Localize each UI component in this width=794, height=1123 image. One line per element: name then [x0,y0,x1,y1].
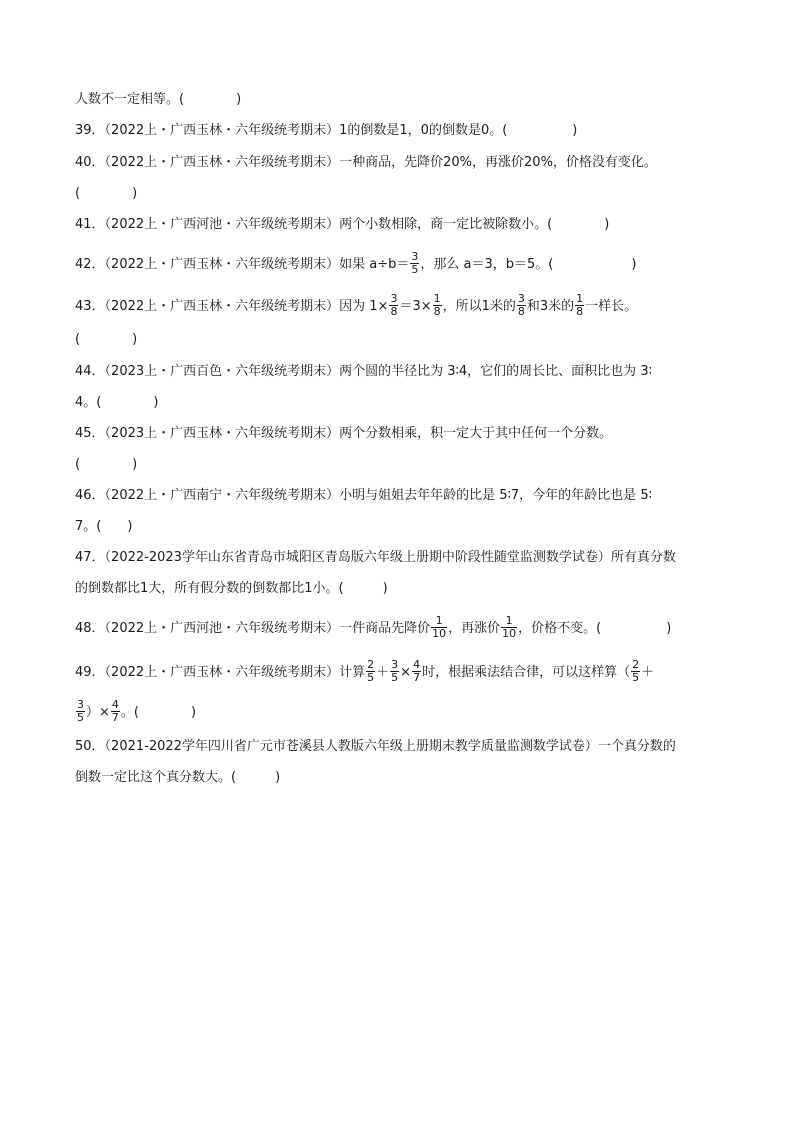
question-47 [75,548,724,568]
fraction-3-5 [76,699,85,724]
fraction-1-10 [431,615,447,640]
question-40-answer-line [75,184,724,204]
denominator: 8 [433,305,441,318]
denominator: 5 [77,711,84,724]
denominator: 10 [502,627,517,640]
question-text: 时，根据乘法结合律，可以这样算（ [422,665,631,680]
question-45 [75,424,724,444]
numerator: 3 [391,658,399,671]
question-text: 7。( ) [75,519,133,534]
question-text: 45．（2023上・广西玉林・六年级统考期末）两个分数相乘，积一定大于其中任何一个分数。 [75,426,613,441]
question-text: ＋ [376,665,390,680]
denominator: 5 [632,671,640,684]
denominator: 10 [432,627,447,640]
fraction-3-5 [390,659,399,684]
question-50-continued [75,768,724,788]
numerator: 1 [433,292,441,305]
fraction-3-5 [410,251,419,276]
answer-bracket: ( ) [75,332,138,347]
fraction-1-8 [433,293,442,318]
question-text: 47．（2022-2023学年山东省青岛市城阳区青岛版六年级上册期中阶段性随堂监测数学试卷）所有真分数 [75,550,676,565]
question-48 [75,616,724,641]
fraction-1-8 [575,293,584,318]
fraction-4-7 [111,699,120,724]
fraction-2-5 [631,659,640,684]
fraction-3-8 [389,293,398,318]
numerator: 4 [111,698,119,711]
question-50 [75,737,724,757]
question-47-continued [75,579,724,599]
question-text: 49．（2022上・广西玉林・六年级统考期末）计算 [75,665,366,680]
numerator: 2 [632,658,640,671]
fraction-1-10 [501,615,517,640]
denominator: 5 [391,671,399,684]
question-text: ＋ [641,665,655,680]
question-39 [75,121,724,141]
question-text: 4。( ) [75,395,159,410]
question-text: 40．（2022上・广西玉林・六年级统考期末）一种商品，先降价20%，再涨价20%，价格没有变化。 [75,155,657,170]
question-text: 39．（2022上・广西玉林・六年级统考期末）1的倒数是1，0的倒数是0。( ) [75,123,578,138]
question-text: 一样长。 [585,299,638,314]
question-text: 50．（2021-2022学年四川省广元市苍溪县人教版六年级上册期末教学质量监测数学试卷）一个真分数的 [75,739,676,754]
question-text: 人数不一定相等。( ) [75,92,242,107]
numerator: 3 [77,698,84,711]
question-43 [75,294,724,319]
fraction-2-5 [366,659,375,684]
question-text: 43．（2022上・广西玉林・六年级统考期末）因为 1× [75,299,389,314]
question-text: 。( ) [120,705,197,720]
question-text: ，那么 a＝3，b＝5。( ) [420,257,637,272]
numerator: 3 [390,292,398,305]
question-text: ，价格不变。( ) [518,621,672,636]
question-40 [75,153,724,173]
denominator: 5 [411,263,419,276]
question-text: ＝3× [399,299,432,314]
denominator: 8 [576,305,584,318]
question-text: × [400,665,412,680]
question-text: 48．（2022上・广西河池・六年级统考期末）一件商品先降价 [75,621,431,636]
answer-bracket: ( ) [75,186,138,201]
numerator: 4 [413,658,421,671]
denominator: 8 [517,305,525,318]
question-text: 46．（2022上・广西南宁・六年级统考期末）小明与姐姐去年年龄的比是 5∶7，今年的年龄比也是 5∶ [75,488,652,503]
fraction-3-8 [517,293,526,318]
question-text: 41．（2022上・广西河池・六年级统考期末）两个小数相除，商一定比被除数小。( ) [75,217,610,232]
question-text: 44．（2023上・广西百色・六年级统考期末）两个圆的半径比为 3∶4，它们的周长比、面积比也为 3∶ [75,364,652,379]
numerator: 1 [501,615,517,628]
numerator: 1 [431,615,447,628]
denominator: 7 [413,671,421,684]
question-text: ，所以1米的 [442,299,516,314]
question-text: 42．（2022上・广西玉林・六年级统考期末）如果 a÷b＝ [75,257,410,272]
question-41 [75,215,724,235]
question-46-continued [75,517,724,537]
denominator: 5 [367,671,375,684]
numerator: 1 [576,292,584,305]
denominator: 8 [390,305,398,318]
fraction-4-7 [412,659,421,684]
question-44 [75,362,724,382]
numerator: 2 [367,658,375,671]
question-text: ，再涨价 [448,621,501,636]
question-49-continued [75,700,724,725]
numerator: 3 [517,292,525,305]
question-text: 倒数一定比这个真分数大。( ) [75,770,281,785]
question-44-continued [75,393,724,413]
question-43-answer-line [75,330,724,350]
question-46 [75,486,724,506]
question-45-answer-line [75,455,724,475]
question-text: 和3米的 [526,299,575,314]
question-38-continued [75,90,724,110]
question-text: ）× [86,705,110,720]
question-49 [75,660,724,685]
numerator: 3 [411,250,419,263]
question-text: 的倒数都比1大，所有假分数的倒数都比1小。( ) [75,581,388,596]
question-42 [75,252,724,277]
answer-bracket: ( ) [75,457,138,472]
denominator: 7 [111,711,119,724]
